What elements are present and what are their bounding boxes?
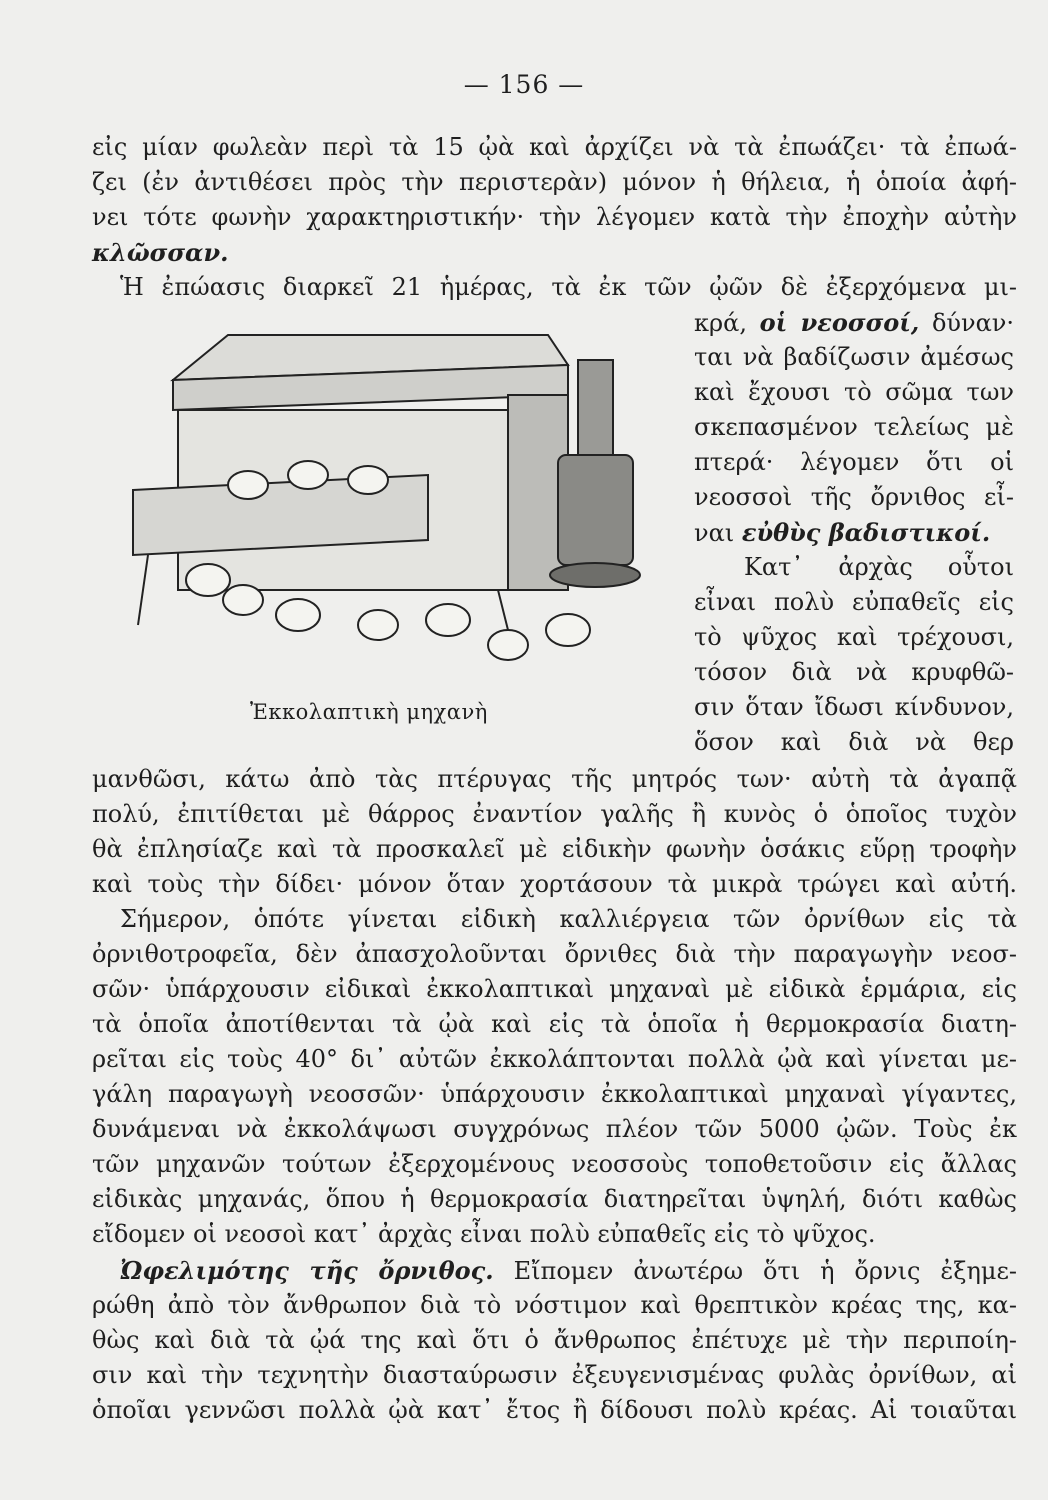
term-euthys-badistikoi: εὐθὺς βαδιστικοί.: [741, 518, 991, 547]
text-fragment: Εἴπομεν ἀνωτέρω ὅτι ἡ ὄρνις ἐξημε-: [513, 1257, 1017, 1285]
text-fragment: ναι: [694, 519, 735, 547]
text-line: τόσον διὰ νὰ κρυφθῶ-: [694, 658, 1014, 686]
text-line: Σήμερον, ὁπότε γίνεται εἰδικὴ καλλιέργεια τῶν ὀρνίθων εἰς τὰ: [120, 905, 1017, 933]
text-line: [120, 1253, 1017, 1289]
term-neossoi: οἱ νεοσσοί,: [759, 308, 920, 337]
text-line: ται νὰ βαδίζωσιν ἀμέσως: [694, 343, 1014, 371]
text-line: θὼς καὶ διὰ τὰ ᾠά της καὶ ὅτι ὁ ἄνθρωπος ἐπέτυχε μὲ τὴν περιποίη-: [92, 1326, 1017, 1354]
text-line: τῶν μηχανῶν τούτων ἐξερχομένους νεοσσοὺς τοποθετοῦσιν εἰς ἄλλας: [92, 1150, 1017, 1178]
incubator-drawing: [128, 325, 668, 690]
text-line: γάλη παραγωγὴ νεοσσῶν· ὑπάρχουσιν ἐκκολαπτικαὶ μηχαναὶ γίγαντες,: [92, 1080, 1017, 1108]
text-fragment: δύναν·: [931, 309, 1014, 337]
text-line: καὶ ἔχουσι τὸ σῶμα των: [694, 378, 1014, 406]
lamp-tank: [558, 455, 633, 565]
text-line: δυνάμεναι νὰ ἐκκολάψωσι συγχρόνως πλέον τῶν 5000 ᾠῶν. Τοὺς ἐκ: [92, 1115, 1017, 1143]
text-line: πτερά· λέγομεν ὅτι οἱ: [694, 448, 1014, 476]
page-number: — 156 —: [463, 70, 585, 99]
text-line: τὰ ὁποῖα ἀποτίθενται τὰ ᾠὰ καὶ εἰς τὰ ὁποῖα ἡ θερμοκρασία διατη-: [92, 1010, 1017, 1038]
text-line: ὅσον καὶ διὰ νὰ θερ: [694, 728, 1014, 756]
text-line: εἶναι πολὺ εὐπαθεῖς εἰς: [694, 588, 1014, 616]
text-line: ὁποῖαι γεννῶσι πολλὰ ᾠὰ κατ᾿ ἔτος ἢ δίδουσι πολὺ κρέας. Αἱ τοιαῦται: [92, 1396, 1017, 1424]
text-line: θὰ ἐπλησίαζε καὶ τὰ προσκαλεῖ μὲ εἰδικὴν φωνὴν ὁσάκις εὕρῃ τροφὴν: [92, 835, 1017, 863]
text-line: σιν ὅταν ἴδωσι κίνδυνον,: [694, 693, 1014, 721]
text-line: εἰς μίαν φωλεὰν περὶ τὰ 15 ᾠὰ καὶ ἀρχίζει νὰ τὰ ἐπωάζει· τὰ ἐπωά-: [92, 133, 1017, 161]
text-line: νεοσσοὶ τῆς ὄρνιθος εἶ-: [694, 483, 1014, 511]
text-line: σῶν· ὑπάρχουσιν εἰδικαὶ ἐκκολαπτικαὶ μηχαναὶ μὲ εἰδικὰ ἑρμάρια, εἰς: [92, 975, 1017, 1003]
incubator-illustration: [128, 325, 668, 690]
text-line: τὸ ψῦχος καὶ τρέχουσι,: [694, 623, 1014, 651]
text-line: σκεπασμένον τελείως μὲ: [694, 413, 1014, 441]
text-line: πολύ, ἐπιτίθεται μὲ θάρρος ἐναντίον γαλῆς ἢ κυνὸς ὁ ὁποῖος τυχὸν: [92, 800, 1017, 828]
text-line: [694, 305, 1014, 341]
text-line: Ἡ ἐπώασις διαρκεῖ 21 ἡμέρας, τὰ ἐκ τῶν ᾠῶν δὲ ἐξερχόμενα μι-: [120, 273, 1017, 301]
lamp-chimney: [578, 360, 613, 455]
lamp-base: [550, 563, 640, 587]
text-line: σιν καὶ τὴν τεχνητὴν διασταύρωσιν ἐξευγενισμένας φυλὰς ὀρνίθων, αἱ: [92, 1361, 1017, 1389]
text-line: [694, 515, 1014, 551]
text-line: νει τότε φωνὴν χαρακτηριστικήν· τὴν λέγομεν κατὰ τὴν ἐποχὴν αὐτὴν: [92, 203, 1017, 231]
section-heading-usefulness: Ὠφελιμότης τῆς ὄρνιθος.: [120, 1256, 494, 1285]
text-line: ὀρνιθοτροφεῖα, δὲν ἀπασχολοῦνται ὄρνιθες διὰ τὴν παραγωγὴν νεοσ-: [92, 940, 1017, 968]
text-line: ρώθη ἀπὸ τὸν ἄνθρωπον διὰ τὸ νόστιμον καὶ θρεπτικὸν κρέας της, κα-: [92, 1291, 1017, 1319]
term-klossa: κλῶσσαν.: [92, 238, 229, 267]
text-line: ζει (ἐν ἀντιθέσει πρὸς τὴν περιστερὰν) μόνον ἡ θήλεια, ἡ ὁποία ἀφή-: [92, 168, 1017, 196]
text-line: μανθῶσι, κάτω ἀπὸ τὰς πτέρυγας τῆς μητρός των· αὐτὴ τὰ ἀγαπᾷ: [92, 765, 1017, 793]
text-fragment: κρά,: [694, 309, 747, 337]
text-line: εἰδικὰς μηχανάς, ὅπου ἡ θερμοκρασία διατηρεῖται ὑψηλή, διότι καθὼς: [92, 1185, 1017, 1213]
text-line: ρεῖται εἰς τοὺς 40° δι᾿ αὐτῶν ἐκκολάπτονται πολλὰ ᾠὰ καὶ γίνεται με-: [92, 1045, 1017, 1073]
text-line: Κατ᾿ ἀρχὰς οὗτοι: [744, 553, 1014, 581]
figure-caption: Ἐκκολαπτικὴ μηχανὴ: [250, 700, 488, 724]
text-line: [92, 235, 1017, 271]
text-line: καὶ τοὺς τὴν δίδει· μόνον ὅταν χορτάσουν τὰ μικρὰ τρώγει καὶ αὐτή.: [92, 870, 1017, 898]
text-line: εἴδομεν οἱ νεοσοὶ κατ᾿ ἀρχὰς εἶναι πολὺ εὐπαθεῖς εἰς τὸ ψῦχος.: [92, 1220, 876, 1248]
